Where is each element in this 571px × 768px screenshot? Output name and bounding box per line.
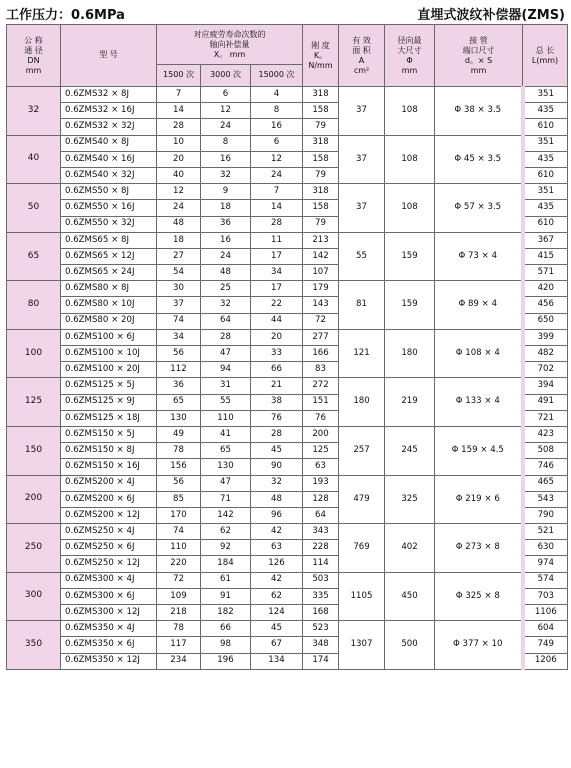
cell-area: 257 bbox=[339, 426, 385, 475]
cell-stiffness: 83 bbox=[303, 362, 339, 378]
cell-model: 0.6ZMS32 × 16J bbox=[61, 103, 157, 119]
cell-length: 974 bbox=[523, 556, 568, 572]
cell-comp-3000: 32 bbox=[201, 167, 251, 183]
cell-comp-15000: 34 bbox=[251, 265, 303, 281]
cell-length: 420 bbox=[523, 281, 568, 297]
cell-comp-3000: 47 bbox=[201, 346, 251, 362]
cell-length: 435 bbox=[523, 200, 568, 216]
table-row bbox=[7, 281, 568, 297]
cell-area: 81 bbox=[339, 281, 385, 330]
cell-comp-15000: 124 bbox=[251, 605, 303, 621]
cell-area: 121 bbox=[339, 329, 385, 378]
cell-comp-15000: 44 bbox=[251, 313, 303, 329]
cell-comp-1500: 37 bbox=[157, 297, 201, 313]
cell-length: 650 bbox=[523, 313, 568, 329]
page-header bbox=[6, 4, 565, 24]
cell-comp-1500: 130 bbox=[157, 410, 201, 426]
cell-comp-1500: 10 bbox=[157, 135, 201, 151]
cell-model: 0.6ZMS80 × 8J bbox=[61, 281, 157, 297]
cell-stiffness: 64 bbox=[303, 507, 339, 523]
cell-comp-3000: 142 bbox=[201, 507, 251, 523]
cell-comp-15000: 21 bbox=[251, 378, 303, 394]
cell-comp-1500: 78 bbox=[157, 621, 201, 637]
cell-comp-3000: 9 bbox=[201, 184, 251, 200]
cell-comp-1500: 14 bbox=[157, 103, 201, 119]
cell-dn: 50 bbox=[7, 184, 61, 233]
table-row bbox=[7, 378, 568, 394]
cell-comp-3000: 61 bbox=[201, 572, 251, 588]
cell-length: 1206 bbox=[523, 653, 568, 669]
cell-model: 0.6ZMS50 × 16J bbox=[61, 200, 157, 216]
cell-comp-15000: 48 bbox=[251, 491, 303, 507]
col-header-3000: 3000 次 bbox=[201, 65, 251, 87]
cell-stiffness: 114 bbox=[303, 556, 339, 572]
cell-diameter: 108 bbox=[385, 184, 435, 233]
cell-pipe: Φ 73 × 4 bbox=[435, 232, 523, 281]
cell-length: 351 bbox=[523, 184, 568, 200]
cell-comp-15000: 20 bbox=[251, 329, 303, 345]
cell-model: 0.6ZMS350 × 4J bbox=[61, 621, 157, 637]
cell-length: 571 bbox=[523, 265, 568, 281]
cell-comp-15000: 126 bbox=[251, 556, 303, 572]
cell-length: 351 bbox=[523, 135, 568, 151]
cell-model: 0.6ZMS65 × 24J bbox=[61, 265, 157, 281]
cell-length: 394 bbox=[523, 378, 568, 394]
cell-comp-15000: 45 bbox=[251, 621, 303, 637]
cell-model: 0.6ZMS65 × 12J bbox=[61, 248, 157, 264]
cell-comp-1500: 65 bbox=[157, 394, 201, 410]
cell-comp-3000: 6 bbox=[201, 87, 251, 103]
cell-comp-1500: 12 bbox=[157, 184, 201, 200]
cell-comp-1500: 156 bbox=[157, 459, 201, 475]
cell-comp-15000: 45 bbox=[251, 443, 303, 459]
col-header-area: 有 效 面 积 A cm² bbox=[339, 25, 385, 87]
cell-diameter: 450 bbox=[385, 572, 435, 621]
cell-model: 0.6ZMS150 × 16J bbox=[61, 459, 157, 475]
cell-comp-1500: 74 bbox=[157, 524, 201, 540]
cell-model: 0.6ZMS125 × 5J bbox=[61, 378, 157, 394]
cell-stiffness: 174 bbox=[303, 653, 339, 669]
cell-comp-15000: 96 bbox=[251, 507, 303, 523]
col-header-15000: 15000 次 bbox=[251, 65, 303, 87]
cell-comp-1500: 109 bbox=[157, 588, 201, 604]
cell-pipe: Φ 57 × 3.5 bbox=[435, 184, 523, 233]
cell-comp-1500: 234 bbox=[157, 653, 201, 669]
cell-area: 37 bbox=[339, 184, 385, 233]
cell-stiffness: 143 bbox=[303, 297, 339, 313]
cell-model: 0.6ZMS200 × 12J bbox=[61, 507, 157, 523]
cell-comp-15000: 12 bbox=[251, 151, 303, 167]
cell-stiffness: 166 bbox=[303, 346, 339, 362]
cell-model: 0.6ZMS100 × 6J bbox=[61, 329, 157, 345]
cell-length: 423 bbox=[523, 426, 568, 442]
table-row bbox=[7, 135, 568, 151]
cell-stiffness: 142 bbox=[303, 248, 339, 264]
cell-comp-1500: 220 bbox=[157, 556, 201, 572]
cell-stiffness: 503 bbox=[303, 572, 339, 588]
cell-stiffness: 193 bbox=[303, 475, 339, 491]
cell-comp-1500: 49 bbox=[157, 426, 201, 442]
cell-stiffness: 63 bbox=[303, 459, 339, 475]
cell-comp-15000: 42 bbox=[251, 524, 303, 540]
cell-diameter: 245 bbox=[385, 426, 435, 475]
working-pressure-label: 工作压力：0.6MPa bbox=[6, 8, 125, 23]
cell-comp-15000: 14 bbox=[251, 200, 303, 216]
col-header-compensation: 对应疲劳寿命次数的 轴向补偿量 X。 mm bbox=[157, 25, 303, 65]
cell-diameter: 108 bbox=[385, 135, 435, 184]
cell-dn: 250 bbox=[7, 524, 61, 573]
cell-dn: 350 bbox=[7, 621, 61, 670]
col-header-pipe: 接 管 端口尺寸 d。× S mm bbox=[435, 25, 523, 87]
cell-area: 769 bbox=[339, 524, 385, 573]
cell-length: 610 bbox=[523, 119, 568, 135]
cell-length: 482 bbox=[523, 346, 568, 362]
table-row bbox=[7, 232, 568, 248]
cell-model: 0.6ZMS65 × 8J bbox=[61, 232, 157, 248]
cell-comp-3000: 41 bbox=[201, 426, 251, 442]
cell-model: 0.6ZMS80 × 10J bbox=[61, 297, 157, 313]
cell-model: 0.6ZMS100 × 20J bbox=[61, 362, 157, 378]
cell-area: 55 bbox=[339, 232, 385, 281]
cell-length: 435 bbox=[523, 151, 568, 167]
cell-length: 604 bbox=[523, 621, 568, 637]
cell-comp-3000: 8 bbox=[201, 135, 251, 151]
cell-stiffness: 76 bbox=[303, 410, 339, 426]
cell-comp-15000: 134 bbox=[251, 653, 303, 669]
cell-model: 0.6ZMS250 × 4J bbox=[61, 524, 157, 540]
cell-stiffness: 158 bbox=[303, 103, 339, 119]
cell-stiffness: 335 bbox=[303, 588, 339, 604]
cell-area: 37 bbox=[339, 87, 385, 136]
cell-area: 37 bbox=[339, 135, 385, 184]
cell-length: 399 bbox=[523, 329, 568, 345]
cell-stiffness: 128 bbox=[303, 491, 339, 507]
cell-model: 0.6ZMS200 × 6J bbox=[61, 491, 157, 507]
table-row bbox=[7, 87, 568, 103]
cell-stiffness: 158 bbox=[303, 151, 339, 167]
cell-comp-15000: 17 bbox=[251, 281, 303, 297]
cell-area: 180 bbox=[339, 378, 385, 427]
cell-stiffness: 200 bbox=[303, 426, 339, 442]
cell-comp-3000: 65 bbox=[201, 443, 251, 459]
col-header-diameter: 径向最 大尺寸 Φ mm bbox=[385, 25, 435, 87]
cell-comp-3000: 18 bbox=[201, 200, 251, 216]
cell-diameter: 500 bbox=[385, 621, 435, 670]
cell-model: 0.6ZMS32 × 8J bbox=[61, 87, 157, 103]
table-row bbox=[7, 621, 568, 637]
cell-pipe: Φ 108 × 4 bbox=[435, 329, 523, 378]
cell-dn: 40 bbox=[7, 135, 61, 184]
cell-length: 415 bbox=[523, 248, 568, 264]
col-header-1500: 1500 次 bbox=[157, 65, 201, 87]
cell-comp-3000: 64 bbox=[201, 313, 251, 329]
cell-length: 367 bbox=[523, 232, 568, 248]
cell-comp-1500: 48 bbox=[157, 216, 201, 232]
cell-stiffness: 523 bbox=[303, 621, 339, 637]
cell-pipe: Φ 273 × 8 bbox=[435, 524, 523, 573]
cell-comp-3000: 25 bbox=[201, 281, 251, 297]
cell-diameter: 159 bbox=[385, 281, 435, 330]
cell-pipe: Φ 89 × 4 bbox=[435, 281, 523, 330]
table-row bbox=[7, 524, 568, 540]
cell-stiffness: 348 bbox=[303, 637, 339, 653]
cell-comp-15000: 17 bbox=[251, 248, 303, 264]
cell-comp-1500: 27 bbox=[157, 248, 201, 264]
cell-comp-1500: 112 bbox=[157, 362, 201, 378]
col-header-stiffness: 刚 度 K。 N/mm bbox=[303, 25, 339, 87]
cell-comp-1500: 56 bbox=[157, 475, 201, 491]
cell-diameter: 159 bbox=[385, 232, 435, 281]
cell-pipe: Φ 219 × 6 bbox=[435, 475, 523, 524]
cell-comp-3000: 16 bbox=[201, 232, 251, 248]
cell-comp-1500: 7 bbox=[157, 87, 201, 103]
cell-comp-1500: 218 bbox=[157, 605, 201, 621]
cell-model: 0.6ZMS300 × 4J bbox=[61, 572, 157, 588]
cell-area: 1105 bbox=[339, 572, 385, 621]
cell-dn: 32 bbox=[7, 87, 61, 136]
cell-comp-15000: 4 bbox=[251, 87, 303, 103]
cell-length: 610 bbox=[523, 167, 568, 183]
cell-stiffness: 179 bbox=[303, 281, 339, 297]
cell-area: 1307 bbox=[339, 621, 385, 670]
cell-model: 0.6ZMS40 × 32J bbox=[61, 167, 157, 183]
cell-model: 0.6ZMS50 × 32J bbox=[61, 216, 157, 232]
table-row bbox=[7, 329, 568, 345]
cell-dn: 100 bbox=[7, 329, 61, 378]
cell-pipe: Φ 38 × 3.5 bbox=[435, 87, 523, 136]
cell-comp-1500: 72 bbox=[157, 572, 201, 588]
cell-comp-3000: 24 bbox=[201, 248, 251, 264]
cell-comp-15000: 33 bbox=[251, 346, 303, 362]
cell-stiffness: 79 bbox=[303, 216, 339, 232]
cell-comp-1500: 18 bbox=[157, 232, 201, 248]
cell-dn: 150 bbox=[7, 426, 61, 475]
cell-comp-3000: 196 bbox=[201, 653, 251, 669]
cell-length: 630 bbox=[523, 540, 568, 556]
cell-comp-15000: 67 bbox=[251, 637, 303, 653]
cell-model: 0.6ZMS100 × 10J bbox=[61, 346, 157, 362]
cell-model: 0.6ZMS50 × 8J bbox=[61, 184, 157, 200]
cell-comp-3000: 12 bbox=[201, 103, 251, 119]
cell-comp-1500: 110 bbox=[157, 540, 201, 556]
cell-stiffness: 151 bbox=[303, 394, 339, 410]
table-body bbox=[7, 87, 568, 670]
cell-length: 351 bbox=[523, 87, 568, 103]
cell-model: 0.6ZMS250 × 12J bbox=[61, 556, 157, 572]
cell-model: 0.6ZMS80 × 20J bbox=[61, 313, 157, 329]
cell-comp-1500: 56 bbox=[157, 346, 201, 362]
cell-stiffness: 318 bbox=[303, 87, 339, 103]
cell-stiffness: 318 bbox=[303, 184, 339, 200]
cell-pipe: Φ 377 × 10 bbox=[435, 621, 523, 670]
cell-pipe: Φ 325 × 8 bbox=[435, 572, 523, 621]
cell-comp-15000: 32 bbox=[251, 475, 303, 491]
cell-pipe: Φ 133 × 4 bbox=[435, 378, 523, 427]
cell-stiffness: 213 bbox=[303, 232, 339, 248]
cell-comp-15000: 16 bbox=[251, 119, 303, 135]
col-header-length: 总 长 L(mm) bbox=[523, 25, 568, 87]
cell-comp-1500: 170 bbox=[157, 507, 201, 523]
cell-comp-3000: 91 bbox=[201, 588, 251, 604]
cell-dn: 80 bbox=[7, 281, 61, 330]
cell-stiffness: 272 bbox=[303, 378, 339, 394]
cell-length: 749 bbox=[523, 637, 568, 653]
cell-length: 508 bbox=[523, 443, 568, 459]
cell-stiffness: 343 bbox=[303, 524, 339, 540]
cell-model: 0.6ZMS300 × 12J bbox=[61, 605, 157, 621]
cell-length: 491 bbox=[523, 394, 568, 410]
cell-comp-1500: 20 bbox=[157, 151, 201, 167]
cell-comp-3000: 48 bbox=[201, 265, 251, 281]
cell-comp-15000: 28 bbox=[251, 426, 303, 442]
cell-length: 610 bbox=[523, 216, 568, 232]
cell-model: 0.6ZMS32 × 32J bbox=[61, 119, 157, 135]
cell-comp-3000: 98 bbox=[201, 637, 251, 653]
cell-diameter: 325 bbox=[385, 475, 435, 524]
cell-stiffness: 318 bbox=[303, 135, 339, 151]
cell-length: 543 bbox=[523, 491, 568, 507]
cell-comp-15000: 90 bbox=[251, 459, 303, 475]
cell-pipe: Φ 45 × 3.5 bbox=[435, 135, 523, 184]
cell-model: 0.6ZMS350 × 12J bbox=[61, 653, 157, 669]
cell-length: 702 bbox=[523, 362, 568, 378]
table-row bbox=[7, 426, 568, 442]
cell-stiffness: 107 bbox=[303, 265, 339, 281]
cell-length: 1106 bbox=[523, 605, 568, 621]
cell-comp-1500: 24 bbox=[157, 200, 201, 216]
col-header-dn: 公 称 通 径 DN mm bbox=[7, 25, 61, 87]
cell-comp-3000: 66 bbox=[201, 621, 251, 637]
cell-pipe: Φ 159 × 4.5 bbox=[435, 426, 523, 475]
cell-dn: 65 bbox=[7, 232, 61, 281]
cell-comp-3000: 182 bbox=[201, 605, 251, 621]
cell-comp-1500: 40 bbox=[157, 167, 201, 183]
cell-comp-15000: 11 bbox=[251, 232, 303, 248]
cell-model: 0.6ZMS250 × 6J bbox=[61, 540, 157, 556]
cell-model: 0.6ZMS40 × 16J bbox=[61, 151, 157, 167]
cell-stiffness: 168 bbox=[303, 605, 339, 621]
cell-stiffness: 79 bbox=[303, 119, 339, 135]
cell-comp-3000: 71 bbox=[201, 491, 251, 507]
cell-comp-15000: 38 bbox=[251, 394, 303, 410]
cell-model: 0.6ZMS40 × 8J bbox=[61, 135, 157, 151]
table-row bbox=[7, 572, 568, 588]
cell-stiffness: 79 bbox=[303, 167, 339, 183]
cell-stiffness: 158 bbox=[303, 200, 339, 216]
cell-model: 0.6ZMS150 × 5J bbox=[61, 426, 157, 442]
cell-model: 0.6ZMS125 × 9J bbox=[61, 394, 157, 410]
col-header-model: 型 号 bbox=[61, 25, 157, 87]
cell-model: 0.6ZMS350 × 6J bbox=[61, 637, 157, 653]
cell-dn: 125 bbox=[7, 378, 61, 427]
cell-model: 0.6ZMS200 × 4J bbox=[61, 475, 157, 491]
cell-stiffness: 72 bbox=[303, 313, 339, 329]
cell-diameter: 180 bbox=[385, 329, 435, 378]
cell-comp-3000: 24 bbox=[201, 119, 251, 135]
cell-length: 790 bbox=[523, 507, 568, 523]
cell-comp-3000: 47 bbox=[201, 475, 251, 491]
cell-comp-15000: 63 bbox=[251, 540, 303, 556]
cell-diameter: 108 bbox=[385, 87, 435, 136]
cell-comp-1500: 74 bbox=[157, 313, 201, 329]
cell-model: 0.6ZMS150 × 8J bbox=[61, 443, 157, 459]
cell-comp-3000: 92 bbox=[201, 540, 251, 556]
cell-comp-1500: 28 bbox=[157, 119, 201, 135]
cell-diameter: 402 bbox=[385, 524, 435, 573]
cell-length: 435 bbox=[523, 103, 568, 119]
cell-comp-3000: 36 bbox=[201, 216, 251, 232]
cell-comp-15000: 6 bbox=[251, 135, 303, 151]
spec-table bbox=[6, 24, 568, 670]
cell-comp-1500: 30 bbox=[157, 281, 201, 297]
cell-comp-15000: 76 bbox=[251, 410, 303, 426]
cell-comp-15000: 28 bbox=[251, 216, 303, 232]
cell-dn: 300 bbox=[7, 572, 61, 621]
cell-comp-1500: 36 bbox=[157, 378, 201, 394]
cell-comp-3000: 31 bbox=[201, 378, 251, 394]
cell-length: 521 bbox=[523, 524, 568, 540]
cell-comp-15000: 24 bbox=[251, 167, 303, 183]
table-row bbox=[7, 475, 568, 491]
cell-area: 479 bbox=[339, 475, 385, 524]
cell-comp-1500: 117 bbox=[157, 637, 201, 653]
cell-comp-3000: 55 bbox=[201, 394, 251, 410]
cell-length: 721 bbox=[523, 410, 568, 426]
cell-length: 746 bbox=[523, 459, 568, 475]
cell-comp-1500: 34 bbox=[157, 329, 201, 345]
cell-comp-15000: 62 bbox=[251, 588, 303, 604]
table-row bbox=[7, 184, 568, 200]
cell-comp-3000: 94 bbox=[201, 362, 251, 378]
cell-length: 465 bbox=[523, 475, 568, 491]
cell-length: 574 bbox=[523, 572, 568, 588]
table-header bbox=[7, 25, 568, 87]
cell-comp-1500: 85 bbox=[157, 491, 201, 507]
cell-length: 456 bbox=[523, 297, 568, 313]
cell-comp-3000: 32 bbox=[201, 297, 251, 313]
cell-comp-3000: 28 bbox=[201, 329, 251, 345]
cell-comp-15000: 8 bbox=[251, 103, 303, 119]
cell-comp-1500: 78 bbox=[157, 443, 201, 459]
cell-diameter: 219 bbox=[385, 378, 435, 427]
cell-length: 703 bbox=[523, 588, 568, 604]
cell-model: 0.6ZMS125 × 18J bbox=[61, 410, 157, 426]
cell-comp-1500: 54 bbox=[157, 265, 201, 281]
cell-stiffness: 228 bbox=[303, 540, 339, 556]
cell-stiffness: 277 bbox=[303, 329, 339, 345]
cell-comp-15000: 42 bbox=[251, 572, 303, 588]
cell-comp-3000: 16 bbox=[201, 151, 251, 167]
cell-comp-3000: 110 bbox=[201, 410, 251, 426]
cell-model: 0.6ZMS300 × 6J bbox=[61, 588, 157, 604]
cell-comp-3000: 184 bbox=[201, 556, 251, 572]
cell-comp-15000: 66 bbox=[251, 362, 303, 378]
cell-stiffness: 125 bbox=[303, 443, 339, 459]
cell-comp-3000: 130 bbox=[201, 459, 251, 475]
product-title: 直埋式波纹补偿器(ZMS) bbox=[417, 8, 565, 23]
cell-comp-15000: 7 bbox=[251, 184, 303, 200]
cell-dn: 200 bbox=[7, 475, 61, 524]
cell-comp-3000: 62 bbox=[201, 524, 251, 540]
cell-comp-15000: 22 bbox=[251, 297, 303, 313]
